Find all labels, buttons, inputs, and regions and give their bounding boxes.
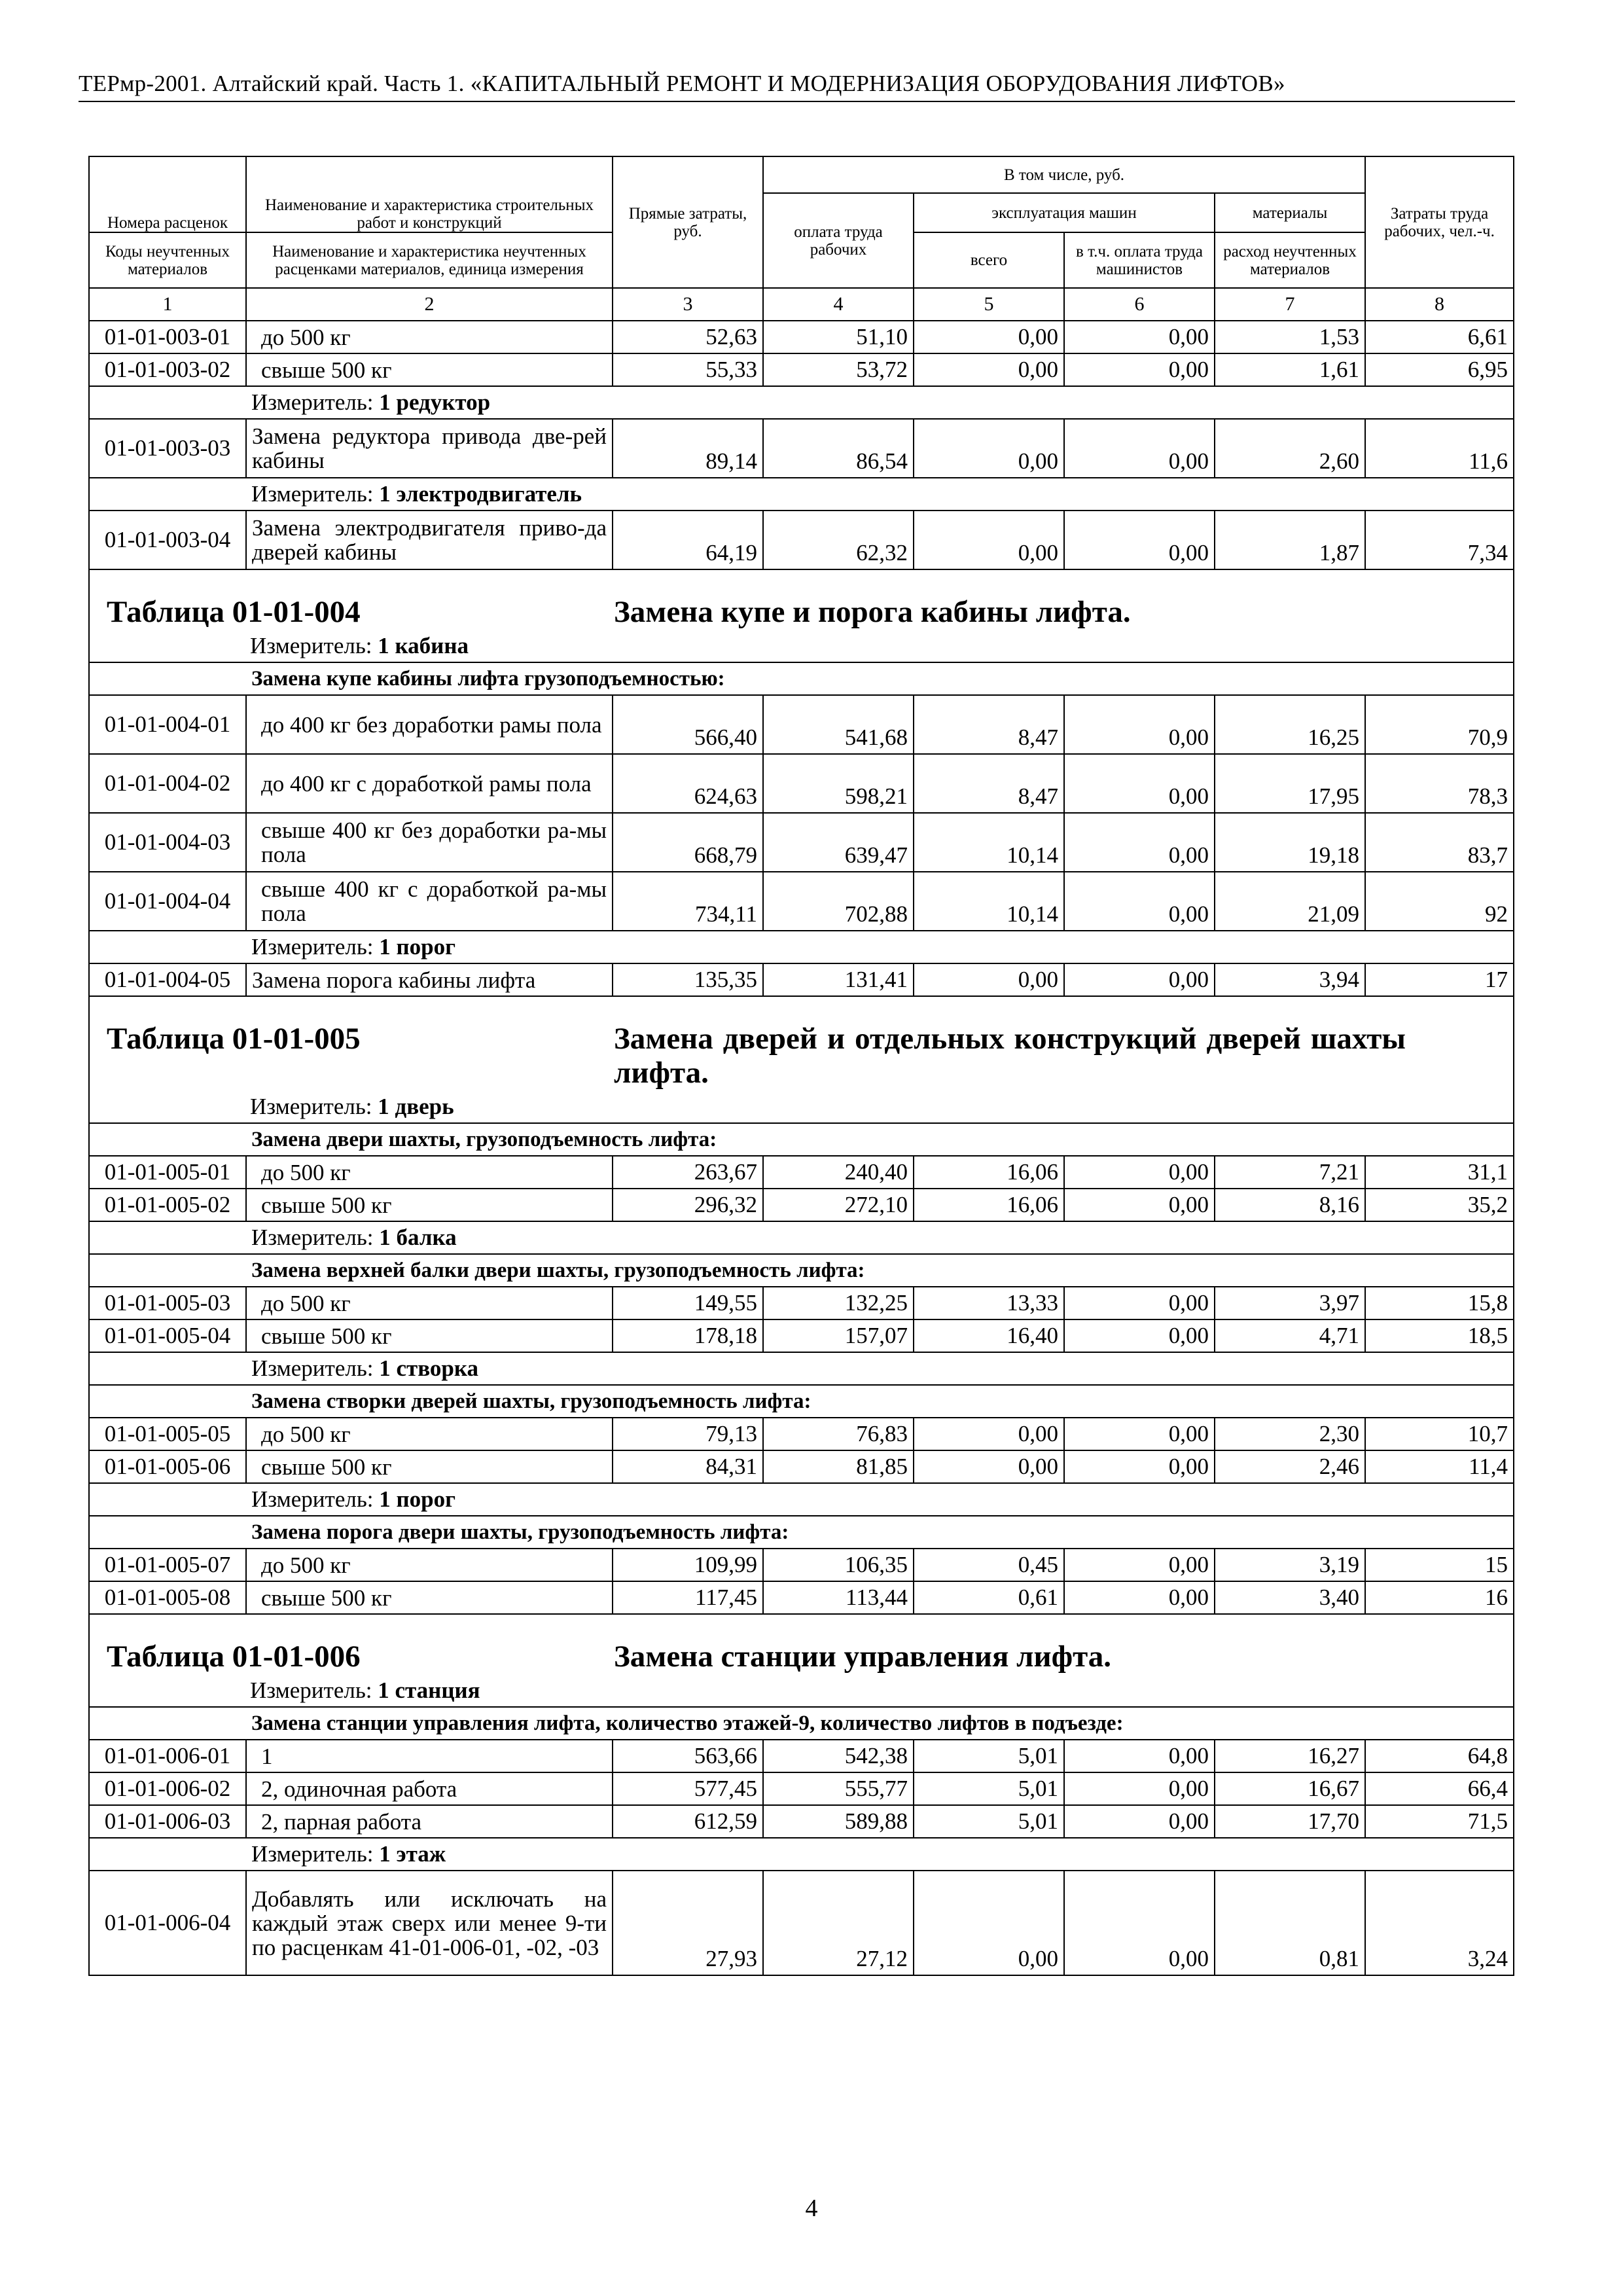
labor-hours: 7,34 [1365,511,1514,569]
measure-prefix: Измеритель: [251,389,374,415]
machinists-pay: 0,00 [1064,813,1215,872]
labor-hours: 6,61 [1365,321,1514,353]
machinists-pay: 0,00 [1064,1581,1215,1614]
labor-pay: 27,12 [763,1871,914,1975]
materials-consumption: 16,25 [1215,695,1365,754]
measure-row [89,1352,1514,1385]
measure-unit: 1 балка [379,1225,457,1250]
measure-prefix: Измеритель: [251,1225,374,1250]
machines-total: 16,40 [914,1319,1064,1352]
col2-header-top: Наименование и характеристика строительных работ и конструкций [246,156,613,232]
table-row [89,963,1514,996]
table-row [89,511,1514,569]
labor-hours: 18,5 [1365,1319,1514,1352]
rate-code: 01-01-005-06 [89,1450,246,1483]
table-row [89,754,1514,813]
measure-prefix: Измеритель: [251,481,374,507]
machinists-pay: 0,00 [1064,754,1215,813]
machinists-pay: 0,00 [1064,419,1215,478]
direct-cost: 624,63 [613,754,763,813]
empty-cell [89,1483,246,1516]
machinists-pay: 0,00 [1064,1805,1215,1838]
machinists-pay: 0,00 [1064,353,1215,386]
table-row [89,353,1514,386]
direct-cost: 27,93 [613,1871,763,1975]
empty-cell [89,1516,246,1549]
group-title: Замена створки дверей шахты, грузоподъемность лифта: [246,1385,1514,1418]
measure-label [246,1838,1514,1871]
materials-consumption: 17,70 [1215,1805,1365,1838]
labor-pay: 240,40 [763,1156,914,1189]
empty-cell [89,1123,246,1156]
labor-pay: 542,38 [763,1740,914,1772]
rate-code: 01-01-006-03 [89,1805,246,1838]
labor-hours: 66,4 [1365,1772,1514,1805]
materials-consumption: 3,94 [1215,963,1365,996]
direct-cost: 79,13 [613,1418,763,1450]
machines-total: 5,01 [914,1805,1064,1838]
labor-hours: 31,1 [1365,1156,1514,1189]
machinists-pay: 0,00 [1064,1772,1215,1805]
direct-cost: 577,45 [613,1772,763,1805]
rates-table [88,156,1514,1976]
rate-description: до 500 кг [246,321,613,353]
labor-pay: 131,41 [763,963,914,996]
col6-header: в т.ч. оплата труда машинистов [1064,232,1215,288]
empty-cell [89,386,246,419]
materials-consumption: 2,30 [1215,1418,1365,1450]
labor-hours: 6,95 [1365,353,1514,386]
machines-total: 16,06 [914,1156,1064,1189]
materials-consumption: 21,09 [1215,872,1365,931]
group-title: Замена станции управления лифта, количество этажей-9, количество лифтов в подъезде: [246,1707,1514,1740]
rate-description: до 500 кг [246,1287,613,1319]
col2-header-bottom: Наименование и характеристика неучтенных расценками материалов, единица измерения [246,232,613,288]
table-heading [89,996,1514,1123]
column-number: 6 [1064,288,1215,321]
machines-total: 16,06 [914,1189,1064,1221]
group-row [89,662,1514,695]
rate-description: до 400 кг с доработкой рамы пола [246,754,613,813]
measure-prefix: Измеритель: [250,1094,372,1119]
machines-total: 5,01 [914,1740,1064,1772]
measure-row [89,386,1514,419]
col1-header-top: Номера расценок [89,156,246,232]
page-number: 4 [805,2195,818,2222]
machines-total: 0,00 [914,1418,1064,1450]
materials-consumption: 2,60 [1215,419,1365,478]
empty-cell [89,662,246,695]
labor-hours: 92 [1365,872,1514,931]
group-title: Замена верхней балки двери шахты, грузоподъемность лифта: [246,1254,1514,1287]
measure-unit: 1 редуктор [379,389,491,415]
table-heading-row [89,569,1514,662]
rate-code: 01-01-003-01 [89,321,246,353]
materials-consumption: 16,67 [1215,1772,1365,1805]
rate-description: 2, парная работа [246,1805,613,1838]
direct-cost: 84,31 [613,1450,763,1483]
labor-hours: 11,6 [1365,419,1514,478]
labor-pay: 541,68 [763,695,914,754]
labor-hours: 11,4 [1365,1450,1514,1483]
direct-cost: 734,11 [613,872,763,931]
labor-hours: 10,7 [1365,1418,1514,1450]
machines-total: 10,14 [914,813,1064,872]
rate-code: 01-01-004-04 [89,872,246,931]
machines-total: 5,01 [914,1772,1064,1805]
machines-total: 0,00 [914,419,1064,478]
rate-code: 01-01-006-01 [89,1740,246,1772]
table-row [89,1871,1514,1975]
rate-description: свыше 400 кг с доработкой ра-мы пола [246,872,613,931]
table-row [89,321,1514,353]
table-heading [89,569,1514,662]
table-id: Таблица 01-01-005 [107,1022,361,1056]
measure-unit: 1 дверь [378,1094,454,1119]
group-header-rub: В том числе, руб. [763,156,1365,193]
table-title: Замена купе и порога кабины лифта. [614,595,1131,629]
machines-total: 10,14 [914,872,1064,931]
rate-description: до 400 кг без доработки рамы пола [246,695,613,754]
labor-hours: 3,24 [1365,1871,1514,1975]
table-id: Таблица 01-01-006 [107,1640,361,1674]
empty-cell [89,1254,246,1287]
table-row [89,1156,1514,1189]
labor-pay: 639,47 [763,813,914,872]
table-row [89,1549,1514,1581]
measure-label [246,1221,1514,1254]
table-row [89,1189,1514,1221]
materials-consumption: 8,16 [1215,1189,1365,1221]
group-row [89,1254,1514,1287]
labor-hours: 83,7 [1365,813,1514,872]
table-heading-row [89,1614,1514,1707]
rate-description: до 500 кг [246,1418,613,1450]
materials-consumption: 1,61 [1215,353,1365,386]
rate-description: свыше 500 кг [246,1319,613,1352]
materials-consumption: 7,21 [1215,1156,1365,1189]
measure-row [89,1221,1514,1254]
labor-hours: 15 [1365,1549,1514,1581]
materials-consumption: 17,95 [1215,754,1365,813]
table-row [89,1319,1514,1352]
rate-description: свыше 500 кг [246,1581,613,1614]
empty-cell [89,478,246,511]
rate-code: 01-01-004-01 [89,695,246,754]
machines-total: 0,00 [914,963,1064,996]
labor-hours: 17 [1365,963,1514,996]
machinists-pay: 0,00 [1064,963,1215,996]
rate-code: 01-01-003-02 [89,353,246,386]
labor-hours: 71,5 [1365,1805,1514,1838]
measure-unit: 1 этаж [379,1841,446,1867]
direct-cost: 566,40 [613,695,763,754]
rate-code: 01-01-004-02 [89,754,246,813]
rate-description: свыше 500 кг [246,353,613,386]
direct-cost: 178,18 [613,1319,763,1352]
labor-pay: 132,25 [763,1287,914,1319]
machines-total: 0,45 [914,1549,1064,1581]
machines-total: 0,00 [914,353,1064,386]
column-number: 5 [914,288,1064,321]
rate-code: 01-01-003-04 [89,511,246,569]
materials-consumption: 3,40 [1215,1581,1365,1614]
labor-pay: 86,54 [763,419,914,478]
empty-cell [89,931,246,963]
labor-pay: 53,72 [763,353,914,386]
direct-cost: 109,99 [613,1549,763,1581]
table-row [89,1772,1514,1805]
labor-hours: 15,8 [1365,1287,1514,1319]
measure-label [246,931,1514,963]
measure-unit: 1 створка [379,1355,479,1381]
machinists-pay: 0,00 [1064,1740,1215,1772]
labor-hours: 78,3 [1365,754,1514,813]
machines-total: 0,00 [914,1871,1064,1975]
machinists-pay: 0,00 [1064,1319,1215,1352]
col4-header: оплата труда рабочих [763,193,914,288]
machinists-pay: 0,00 [1064,1189,1215,1221]
col7-header: расход неучтенных материалов [1215,232,1365,288]
empty-cell [89,1221,246,1254]
rate-code: 01-01-005-04 [89,1319,246,1352]
rate-code: 01-01-005-01 [89,1156,246,1189]
rate-description: Замена редуктора привода две-рей кабины [246,419,613,478]
direct-cost: 612,59 [613,1805,763,1838]
rates-table-wrapper [88,156,1513,1976]
direct-cost: 55,33 [613,353,763,386]
measure-prefix: Измеритель: [251,934,374,960]
col3-header: Прямые затраты, руб. [613,156,763,288]
table-heading [89,1614,1514,1707]
group-row [89,1707,1514,1740]
machinists-pay: 0,00 [1064,872,1215,931]
rate-code: 01-01-004-03 [89,813,246,872]
rate-description: Замена электродвигателя приво-да дверей кабины [246,511,613,569]
direct-cost: 52,63 [613,321,763,353]
labor-pay: 598,21 [763,754,914,813]
machinists-pay: 0,00 [1064,321,1215,353]
group-row [89,1516,1514,1549]
measure-unit: 1 станция [378,1677,480,1703]
table-row [89,1287,1514,1319]
labor-hours: 35,2 [1365,1189,1514,1221]
measure-unit: 1 порог [379,1486,456,1512]
measure-unit: 1 порог [379,934,456,960]
direct-cost: 117,45 [613,1581,763,1614]
rate-description: до 500 кг [246,1156,613,1189]
measure-label [90,1674,1513,1706]
rate-description: свыше 500 кг [246,1189,613,1221]
rate-code: 01-01-005-03 [89,1287,246,1319]
table-title: Замена дверей и отдельных конструкций дверей шахты лифта. [614,1022,1406,1090]
materials-consumption: 3,97 [1215,1287,1365,1319]
labor-pay: 62,32 [763,511,914,569]
machines-total: 13,33 [914,1287,1064,1319]
measure-label [90,629,1513,662]
measure-unit: 1 электродвигатель [379,481,582,507]
materials-consumption: 19,18 [1215,813,1365,872]
rates-table-body [89,321,1514,1975]
direct-cost: 296,32 [613,1189,763,1221]
measure-row [89,931,1514,963]
table-heading-line [90,997,1513,1090]
machinists-pay: 0,00 [1064,695,1215,754]
materials-consumption: 3,19 [1215,1549,1365,1581]
measure-row [89,1838,1514,1871]
labor-pay: 589,88 [763,1805,914,1838]
rate-code: 01-01-003-03 [89,419,246,478]
rate-description: Замена порога кабины лифта [246,963,613,996]
table-row [89,1418,1514,1450]
table-heading-line [90,1615,1513,1674]
table-title: Замена станции управления лифта. [614,1640,1112,1674]
measure-label [246,1483,1514,1516]
group-row [89,1385,1514,1418]
labor-pay: 555,77 [763,1772,914,1805]
materials-consumption: 2,46 [1215,1450,1365,1483]
rate-code: 01-01-005-07 [89,1549,246,1581]
materials-consumption: 4,71 [1215,1319,1365,1352]
machines-total: 0,00 [914,321,1064,353]
machines-total: 8,47 [914,695,1064,754]
measure-unit: 1 кабина [378,633,469,658]
empty-cell [89,1352,246,1385]
direct-cost: 563,66 [613,1740,763,1772]
col5-header: всего [914,232,1064,288]
empty-cell [89,1707,246,1740]
column-number: 1 [89,288,246,321]
group-row [89,1123,1514,1156]
empty-cell [89,1838,246,1871]
labor-pay: 76,83 [763,1418,914,1450]
table-row [89,695,1514,754]
rate-description: свыше 500 кг [246,1450,613,1483]
group-title: Замена порога двери шахты, грузоподъемность лифта: [246,1516,1514,1549]
rate-description: до 500 кг [246,1549,613,1581]
labor-hours: 64,8 [1365,1740,1514,1772]
direct-cost: 89,14 [613,419,763,478]
rate-description: 2, одиночная работа [246,1772,613,1805]
machinists-pay: 0,00 [1064,1871,1215,1975]
empty-cell [89,1385,246,1418]
rate-code: 01-01-005-05 [89,1418,246,1450]
machinists-pay: 0,00 [1064,1450,1215,1483]
column-number: 4 [763,288,914,321]
measure-row [89,478,1514,511]
machines-total: 0,61 [914,1581,1064,1614]
machines-header: эксплуатация машин [914,193,1215,232]
measure-label [246,478,1514,511]
measure-prefix: Измеритель: [250,633,372,658]
machinists-pay: 0,00 [1064,511,1215,569]
materials-consumption: 0,81 [1215,1871,1365,1975]
direct-cost: 668,79 [613,813,763,872]
rate-code: 01-01-005-02 [89,1189,246,1221]
rate-description: 1 [246,1740,613,1772]
direct-cost: 64,19 [613,511,763,569]
group-title: Замена купе кабины лифта грузоподъемностью: [246,662,1514,695]
machines-total: 0,00 [914,511,1064,569]
table-row [89,1581,1514,1614]
measure-prefix: Измеритель: [251,1355,374,1381]
measure-label [90,1090,1513,1122]
rate-code: 01-01-006-04 [89,1871,246,1975]
labor-pay: 113,44 [763,1581,914,1614]
table-id: Таблица 01-01-004 [107,595,361,629]
machinists-pay: 0,00 [1064,1287,1215,1319]
machines-total: 0,00 [914,1450,1064,1483]
direct-cost: 149,55 [613,1287,763,1319]
table-row [89,872,1514,931]
table-row [89,1740,1514,1772]
table-heading-line [90,570,1513,629]
direct-cost: 135,35 [613,963,763,996]
labor-hours: 16 [1365,1581,1514,1614]
machines-total: 8,47 [914,754,1064,813]
measure-prefix: Измеритель: [251,1841,374,1867]
direct-cost: 263,67 [613,1156,763,1189]
measure-row [89,1483,1514,1516]
table-heading-row [89,996,1514,1123]
labor-hours: 70,9 [1365,695,1514,754]
materials-header: материалы [1215,193,1365,232]
column-number: 7 [1215,288,1365,321]
col1-header-bottom: Коды неучтенных материалов [89,232,246,288]
machinists-pay: 0,00 [1064,1549,1215,1581]
machinists-pay: 0,00 [1064,1156,1215,1189]
rate-code: 01-01-004-05 [89,963,246,996]
measure-label [246,1352,1514,1385]
measure-label [246,386,1514,419]
labor-pay: 81,85 [763,1450,914,1483]
labor-pay: 51,10 [763,321,914,353]
labor-pay: 702,88 [763,872,914,931]
table-row [89,813,1514,872]
labor-pay: 106,35 [763,1549,914,1581]
rate-description: свыше 400 кг без доработки ра-мы пола [246,813,613,872]
machinists-pay: 0,00 [1064,1418,1215,1450]
rate-code: 01-01-006-02 [89,1772,246,1805]
column-number: 3 [613,288,763,321]
column-number: 2 [246,288,613,321]
rate-code: 01-01-005-08 [89,1581,246,1614]
materials-consumption: 1,53 [1215,321,1365,353]
group-title: Замена двери шахты, грузоподъемность лифта: [246,1123,1514,1156]
column-number: 8 [1365,288,1514,321]
labor-pay: 157,07 [763,1319,914,1352]
rate-description: Добавлять или исключать на каждый этаж сверх или менее 9-ти по расценкам 41-01-006-01, -02, -03 [246,1871,613,1975]
measure-prefix: Измеритель: [250,1677,372,1703]
running-header: ТЕРмр-2001. Алтайский край. Часть 1. «КАПИТАЛЬНЫЙ РЕМОНТ И МОДЕРНИЗАЦИЯ ОБОРУДОВАНИЯ ЛИФТОВ» [79,71,1515,102]
materials-consumption: 16,27 [1215,1740,1365,1772]
table-row [89,419,1514,478]
table-row [89,1805,1514,1838]
measure-prefix: Измеритель: [251,1486,374,1512]
materials-consumption: 1,87 [1215,511,1365,569]
table-row [89,1450,1514,1483]
col8-header: Затраты труда рабочих, чел.-ч. [1365,156,1514,288]
labor-pay: 272,10 [763,1189,914,1221]
